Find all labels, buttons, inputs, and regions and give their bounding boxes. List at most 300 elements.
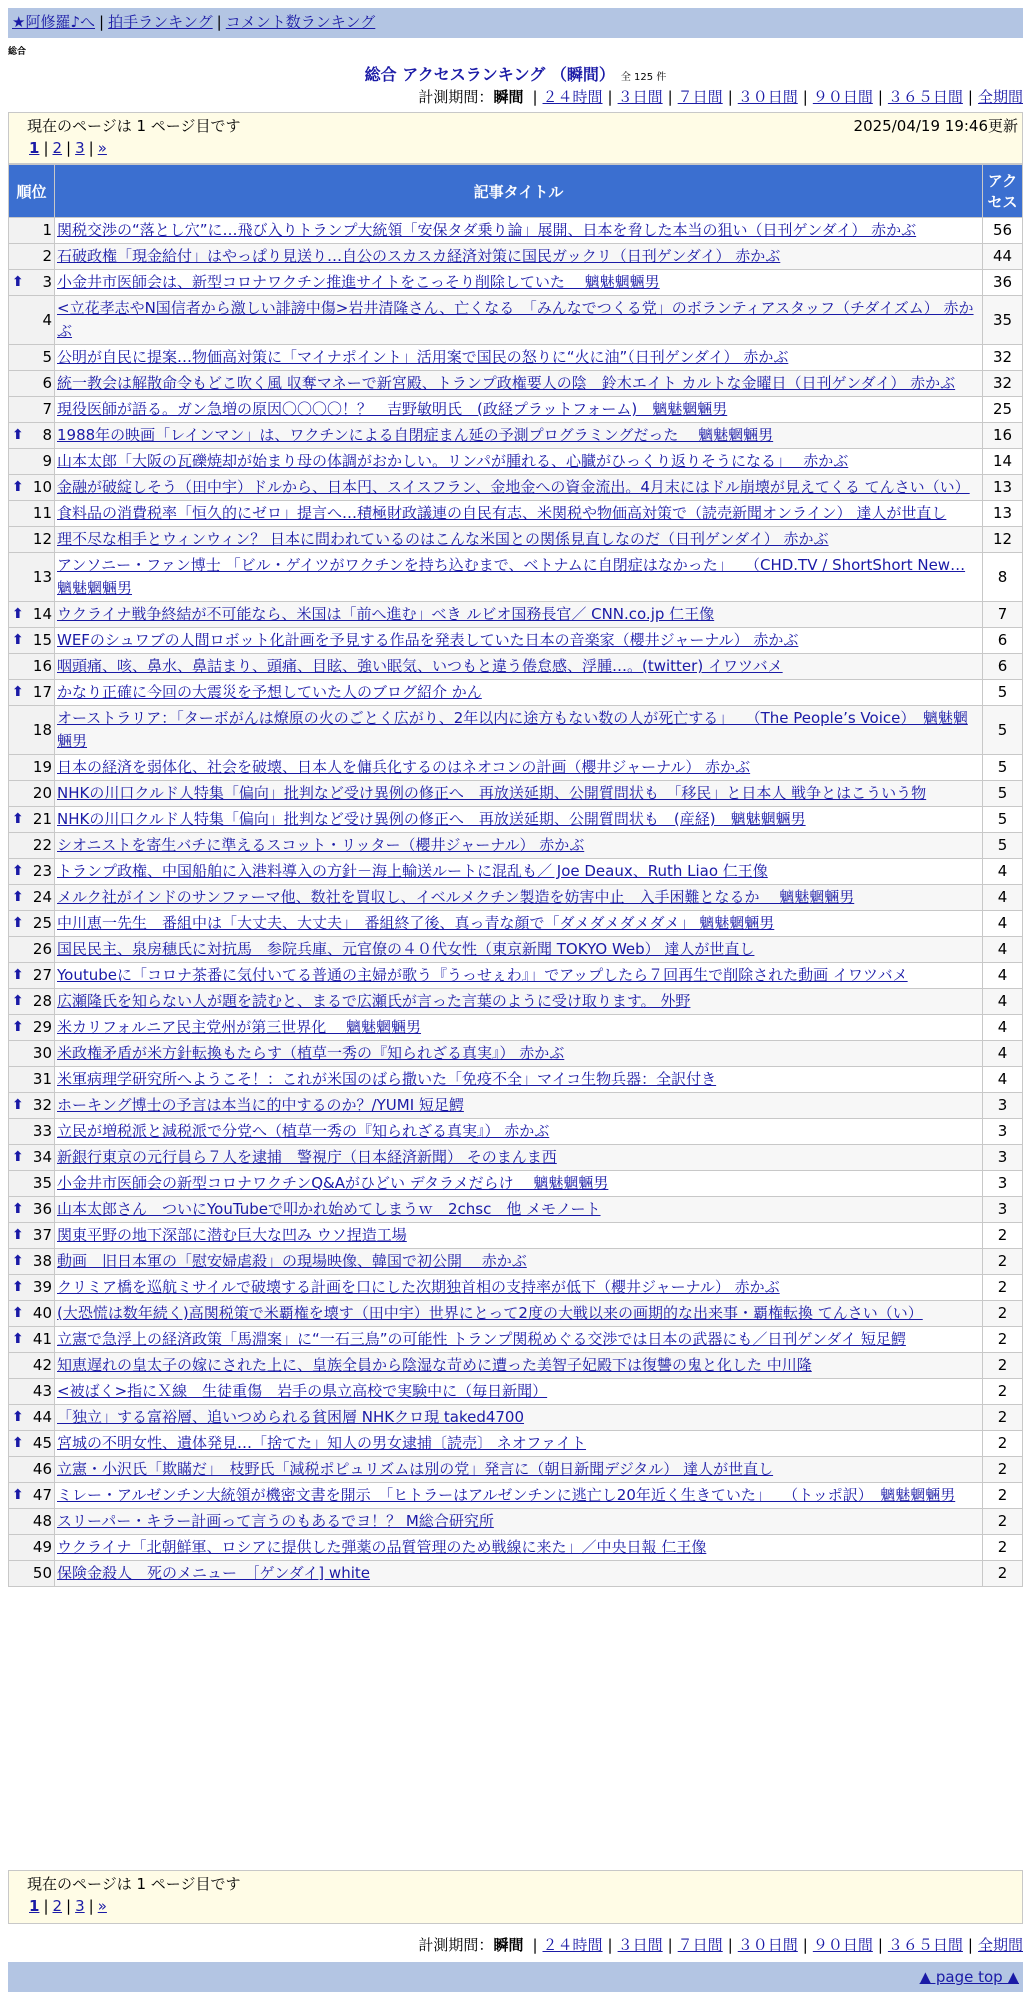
period-selector-top: 計測期間：瞬間 | ２４時間 | ３日間 | ７日間 | ３０日間 | ９０日間 | ３６５日間 | 全期間: [418, 88, 1023, 106]
rank-cell: [9, 963, 55, 989]
access-count: 5: [983, 833, 1023, 859]
title-cell: [55, 989, 983, 1015]
article-title-link[interactable]: 知恵遅れの皇太子の嫁にされた上に、皇族全員から陰湿な苛めに遭った美智子妃殿下は復讐の鬼と化した 中川隆: [57, 1356, 812, 1374]
period-link-30d[interactable]: ３０日間: [737, 88, 798, 106]
nav-link-applause-ranking[interactable]: 拍手ランキング: [108, 13, 213, 31]
table-row: [9, 654, 1023, 680]
rank-up-arrow-icon: ⬆: [12, 1149, 24, 1165]
access-count: 2: [983, 1457, 1023, 1483]
access-count: 5: [983, 755, 1023, 781]
rank-up-arrow-icon: ⬆: [12, 1435, 24, 1451]
rank-number: 47: [32, 1486, 52, 1504]
rank-number: 35: [32, 1174, 52, 1192]
access-count: 44: [983, 244, 1023, 270]
table-row: [9, 345, 1023, 371]
page-links: 1 | 2 | 3 | »: [29, 139, 107, 157]
rank-up-arrow-icon: ⬆: [12, 1227, 24, 1243]
article-title-link[interactable]: トランプ政権、中国船舶に入港料導入の方針－海上輸送ルートに混乱も／ Joe Deaux、Ruth Liao 仁王像: [57, 862, 768, 880]
rank-up-arrow-icon: ⬆: [12, 1409, 24, 1425]
article-title-link[interactable]: 山本太郎さん ついにYouTubeで叩かれ始めてしまうｗ 2chsc 他 メモノート: [57, 1200, 601, 1218]
rank-number: 44: [32, 1408, 52, 1426]
access-count: 32: [983, 345, 1023, 371]
rank-number: 16: [32, 657, 52, 675]
page-top-link[interactable]: ▲ page top ▲: [919, 1968, 1019, 1986]
rank-number: 14: [32, 605, 52, 623]
rank-number: 3: [42, 273, 52, 291]
article-title-link[interactable]: 中川恵一先生 番組中は「大丈夫、大丈夫」 番組終了後、真っ青な顔で「ダメダメダメダメ」 魑魅魍魎男: [57, 914, 775, 932]
article-title-link[interactable]: かなり正確に今回の大震災を予想していた人のブログ紹介 かん: [57, 683, 482, 701]
period-link-all[interactable]: 全期間: [977, 88, 1023, 106]
rank-up-arrow-icon: ⬆: [12, 1279, 24, 1295]
access-count: 14: [983, 449, 1023, 475]
period-link-7d[interactable]: ７日間: [677, 88, 723, 106]
title-cell: [55, 1457, 983, 1483]
rank-number: 4: [42, 310, 52, 329]
period-link-90d[interactable]: ９０日間: [812, 88, 873, 106]
table-row: [9, 1275, 1023, 1301]
rank-up-arrow-icon: ⬆: [12, 1487, 24, 1503]
table-row: [9, 1353, 1023, 1379]
table-row: [9, 1405, 1023, 1431]
page-title-text: 総合 アクセスランキング （瞬間）: [364, 65, 615, 84]
rank-number: 38: [32, 1252, 52, 1270]
period-link-30d[interactable]: ３０日間: [737, 1936, 798, 1954]
rank-number: 42: [32, 1356, 52, 1374]
article-title-link[interactable]: 統一教会は解散命令もどこ吹く風 収奪マネーで新宮殿、トランプ政権要人の陰 鈴木エイト カルトな金曜日（日刊ゲンダイ） 赤かぶ: [57, 374, 956, 392]
access-count: 4: [983, 885, 1023, 911]
article-title-link[interactable]: 関税交渉の“落とし穴”に…飛び入りトランプ大統領「安保タダ乗り論」展開、日本を脅した本当の狙い（日刊ゲンダイ） 赤かぶ: [57, 221, 917, 239]
access-count: 5: [983, 781, 1023, 807]
article-title-link[interactable]: 立憲・小沢氏「欺瞞だ」 枝野氏「減税ポピュリズムは別の党」発言に（朝日新聞デジタル） 達人が世直し: [57, 1460, 774, 1478]
article-title-link[interactable]: 立憲で急浮上の経済政策「馬淵案」に“一石三鳥”の可能性 トランプ関税めぐる交渉では日本の武器にも／日刊ゲンダイ 短足鰐: [57, 1330, 906, 1348]
rank-number: 28: [32, 992, 52, 1010]
ranking-table-body: [9, 218, 1023, 1587]
table-row: [9, 397, 1023, 423]
rank-up-arrow-icon: ⬆: [12, 993, 24, 1009]
title-cell: [55, 654, 983, 680]
rank-up-arrow-icon: ⬆: [12, 1019, 24, 1035]
article-title-link[interactable]: NHKの川口クルド人特集「偏向」批判など受け異例の修正へ 再放送延期、公開質問状も 「移民」と日本人 戦争とはこういう物: [57, 784, 927, 802]
access-count: 2: [983, 1249, 1023, 1275]
article-title-link[interactable]: 小金井市医師会は、新型コロナワクチン推進サイトをこっそり削除していた 魑魅魍魎男: [57, 273, 660, 291]
rank-number: 39: [32, 1278, 52, 1296]
article-title-link[interactable]: 現役医師が語る。ガン急増の原因〇〇〇〇！？ 吉野敏明氏 (政経プラットフォーム) 魑魅魍魎男: [57, 400, 728, 418]
access-count: 2: [983, 1561, 1023, 1587]
access-count: 4: [983, 989, 1023, 1015]
table-row: [9, 553, 1023, 602]
article-title-link[interactable]: 1988年の映画「レインマン」は、ワクチンによる自閉症まん延の予測プログラミングだった 魑魅魍魎男: [57, 426, 774, 444]
access-count: 2: [983, 1301, 1023, 1327]
access-count: 2: [983, 1509, 1023, 1535]
title-cell: [55, 1119, 983, 1145]
rank-up-arrow-icon: ⬆: [12, 1305, 24, 1321]
page-link-3[interactable]: 3: [75, 1897, 85, 1915]
rank-cell: [9, 911, 55, 937]
rank-number: 5: [42, 348, 52, 366]
rank-cell: [9, 1223, 55, 1249]
access-count: 4: [983, 1067, 1023, 1093]
rank-cell: [9, 1275, 55, 1301]
rank-up-arrow-icon: ⬆: [12, 811, 24, 827]
nav-link-asyura[interactable]: ★阿修羅♪へ: [12, 13, 96, 31]
article-title-link[interactable]: クリミア橋を巡航ミサイルで破壊する計画を口にした次期独首相の支持率が低下（櫻井ジャーナル） 赤かぶ: [57, 1278, 780, 1296]
page-links: 1 | 2 | 3 | »: [29, 1897, 107, 1915]
table-row: [9, 244, 1023, 270]
article-title-link[interactable]: 広瀬隆氏を知らない人が題を読むと、まるで広瀬氏が言った言葉のように受け取ります。 外野: [57, 992, 691, 1010]
table-row: [9, 1119, 1023, 1145]
access-count: 4: [983, 1041, 1023, 1067]
rank-cell: [9, 885, 55, 911]
rank-cell: [9, 296, 55, 345]
table-row: [9, 423, 1023, 449]
access-header: アクセス: [983, 165, 1023, 218]
access-count: 2: [983, 1327, 1023, 1353]
access-count: 8: [983, 553, 1023, 602]
rank-cell: [9, 270, 55, 296]
rank-up-arrow-icon: ⬆: [12, 684, 24, 700]
page-link-2[interactable]: 2: [52, 139, 63, 157]
title-cell: [55, 1405, 983, 1431]
title-cell: [55, 602, 983, 628]
period-link-7d[interactable]: ７日間: [677, 1936, 723, 1954]
rank-cell: [9, 706, 55, 755]
article-title-link[interactable]: ウクライナ「北朝鮮軍、ロシアに提供した弾薬の品質管理のため戦線に来た」／中央日報 仁王像: [57, 1538, 707, 1556]
access-count: 5: [983, 706, 1023, 755]
rank-cell: [9, 1015, 55, 1041]
access-count: 2: [983, 1431, 1023, 1457]
article-title-link[interactable]: <立花孝志やN国信者から激しい誹謗中傷>岩井清隆さん、亡くなる 「みんなでつくる党」のボランティアスタッフ（チダイズム） 赤かぶ: [57, 299, 974, 340]
table-row: [9, 218, 1023, 244]
table-row: [9, 296, 1023, 345]
table-row: [9, 1379, 1023, 1405]
rank-up-arrow-icon: ⬆: [12, 632, 24, 648]
table-row: [9, 1483, 1023, 1509]
rank-number: 15: [32, 631, 52, 649]
rank-cell: [9, 1119, 55, 1145]
table-row: [9, 1431, 1023, 1457]
rank-number: 27: [32, 966, 52, 984]
rank-cell: [9, 1405, 55, 1431]
table-row: [9, 1327, 1023, 1353]
rank-number: 33: [32, 1122, 52, 1140]
page-link-3[interactable]: 3: [75, 139, 85, 157]
article-title-link[interactable]: 石破政権「現金給付」はやっぱり見送り…自公のスカスカ経済対策に国民ガックリ（日刊ゲンダイ） 赤かぶ: [57, 247, 781, 265]
article-title-link[interactable]: 関東平野の地下深部に潜む巨大な凹み ウソ捏造工場: [57, 1226, 407, 1244]
access-count: 13: [983, 475, 1023, 501]
rank-cell: [9, 1197, 55, 1223]
article-title-link[interactable]: 米軍病理学研究所へようこそ！：これが米国のばら撒いた「免疫不全」マイコ生物兵器：全訳付き: [57, 1070, 717, 1088]
title-cell: [55, 1249, 983, 1275]
period-label: 計測期間：: [418, 88, 494, 106]
table-row: [9, 602, 1023, 628]
title-cell: [55, 397, 983, 423]
rank-cell: [9, 1301, 55, 1327]
period-label: 計測期間：: [418, 1936, 494, 1954]
article-title-link[interactable]: 米カリフォルニア民主党州が第三世界化 魑魅魍魎男: [57, 1018, 422, 1036]
article-title-link[interactable]: 「独立」する富裕層、追いつめられる貧困層 NHKクロ現 taked4700: [57, 1408, 525, 1426]
title-cell: [55, 1275, 983, 1301]
access-count: 6: [983, 628, 1023, 654]
rank-cell: [9, 501, 55, 527]
rank-number: 17: [32, 683, 52, 701]
rank-number: 41: [32, 1330, 52, 1348]
table-row: [9, 807, 1023, 833]
table-row: [9, 1093, 1023, 1119]
nav-link-comment-ranking[interactable]: コメント数ランキング: [225, 13, 376, 31]
table-row: [9, 911, 1023, 937]
article-title-link[interactable]: メルク社がインドのサンファーマ他、数社を買収し、イベルメクチン製造を妨害中止 入手困難となるか 魑魅魍魎男: [57, 888, 855, 906]
rank-cell: [9, 449, 55, 475]
article-title-link[interactable]: 立民が増税派と減税派で分党へ（植草一秀の『知られざる真実』） 赤かぶ: [57, 1122, 550, 1140]
access-count: 36: [983, 270, 1023, 296]
table-row: [9, 706, 1023, 755]
article-title-link[interactable]: (大恐慌は数年続く)高関税策で米覇権を壊す（田中宇）世界にとって2度の大戦以来の画期的な出来事・覇権転換 てんさい（い）: [57, 1304, 923, 1322]
rank-number: 50: [32, 1564, 52, 1582]
period-link-90d[interactable]: ９０日間: [812, 1936, 873, 1954]
period-link-24h[interactable]: ２４時間: [542, 88, 603, 106]
period-link-365d[interactable]: ３６５日間: [887, 1936, 963, 1954]
rank-up-arrow-icon: ⬆: [12, 1253, 24, 1269]
table-row: [9, 1171, 1023, 1197]
access-count: 5: [983, 807, 1023, 833]
rank-number: 20: [32, 784, 52, 802]
article-title-link[interactable]: 公明が自民に提案…物価高対策に「マイナポイント」活用案で国民の怒りに“火に油”（日刊ゲンダイ） 赤かぶ: [57, 348, 789, 366]
rank-up-arrow-icon: ⬆: [12, 863, 24, 879]
table-row: [9, 781, 1023, 807]
title-cell: [55, 345, 983, 371]
ranking-table: [8, 164, 1023, 1587]
rank-header: 順位: [9, 165, 55, 218]
title-cell: [55, 527, 983, 553]
period-link-365d[interactable]: ３６５日間: [887, 88, 963, 106]
title-cell: [55, 833, 983, 859]
article-title-link[interactable]: 日本の経済を弱体化、社会を破壊、日本人を傭兵化するのはネオコンの計画（櫻井ジャーナル） 赤かぶ: [57, 758, 751, 776]
access-count: 56: [983, 218, 1023, 244]
title-cell: [55, 1379, 983, 1405]
title-cell: [55, 755, 983, 781]
article-title-link[interactable]: 小金井市医師会の新型コロナワクチンQ&Aがひどい デタラメだらけ 魑魅魍魎男: [57, 1174, 609, 1192]
pagination-top: [8, 112, 1023, 164]
table-row: [9, 1223, 1023, 1249]
article-title-link[interactable]: 宮城の不明女性、遺体発見…「捨てた」知人の男女逮捕〔読売〕 ネオファイト: [57, 1434, 587, 1452]
rank-cell: [9, 345, 55, 371]
period-link-all[interactable]: 全期間: [977, 1936, 1023, 1954]
article-title-link[interactable]: Youtubeに「コロナ茶番に気付いてる普通の主婦が歌う『うっせぇわ』」でアップしたら７回再生で削除された動画 イワツバメ: [57, 966, 908, 984]
title-cell: [55, 706, 983, 755]
rank-cell: [9, 859, 55, 885]
title-cell: [55, 1015, 983, 1041]
rank-up-arrow-icon: ⬆: [12, 1331, 24, 1347]
rank-number: 21: [32, 810, 52, 828]
title-cell: [55, 1093, 983, 1119]
title-cell: [55, 963, 983, 989]
table-row: [9, 1067, 1023, 1093]
table-row: [9, 859, 1023, 885]
rank-number: 48: [32, 1512, 52, 1530]
title-cell: [55, 553, 983, 602]
article-title-link[interactable]: 金融が破綻しそう（田中宇）ドルから、日本円、スイスフラン、金地金への資金流出。4月末にはドル崩壊が見えてくる てんさい（い）: [57, 478, 970, 496]
table-row: [9, 527, 1023, 553]
page-info: 現在のページは 1 ページ目です: [27, 1875, 241, 1893]
title-cell: [55, 1327, 983, 1353]
access-count: 2: [983, 1535, 1023, 1561]
title-cell: [55, 218, 983, 244]
article-title-link[interactable]: 食料品の消費税率「恒久的にゼロ」提言へ…積極財政議連の自民有志、米関税や物価高対策で（読売新聞オンライン） 達人が世直し: [57, 504, 947, 522]
rank-cell: [9, 1561, 55, 1587]
article-title-link[interactable]: アンソニー・ファン博士 「ビル・ゲイツがワクチンを持ち込むまで、ベトナムに自閉症はなかった」 （CHD.TV / ShortShort New… 魑魅魍魎男: [57, 556, 966, 597]
article-title-link[interactable]: <被ばく>指にＸ線 生徒重傷 岩手の県立高校で実験中に（毎日新聞）: [57, 1382, 548, 1400]
title-cell: [55, 501, 983, 527]
rank-up-arrow-icon: ⬆: [12, 274, 24, 290]
rank-number: 7: [42, 400, 52, 418]
article-title-link[interactable]: 山本太郎「大阪の瓦礫焼却が始まり母の体調がおかしい。リンパが腫れる、心臓がひっくり返りそうになる」 赤かぶ: [57, 452, 849, 470]
access-count: 12: [983, 527, 1023, 553]
total-count: 全 125 件: [620, 72, 667, 83]
rank-cell: [9, 553, 55, 602]
title-cell: [55, 1483, 983, 1509]
rank-number: 37: [32, 1226, 52, 1244]
article-title-link[interactable]: シオニストを寄生バチに準えるスコット・リッター（櫻井ジャーナル） 赤かぶ: [57, 836, 585, 854]
rank-cell: [9, 1145, 55, 1171]
access-count: 3: [983, 1145, 1023, 1171]
rank-cell: [9, 680, 55, 706]
title-cell: [55, 1535, 983, 1561]
page-info: 現在のページは 1 ページ目です: [27, 117, 241, 135]
rank-up-arrow-icon: ⬆: [12, 1097, 24, 1113]
table-header-row: [9, 165, 1023, 218]
table-row: [9, 833, 1023, 859]
table-row: [9, 628, 1023, 654]
rank-up-arrow-icon: ⬆: [12, 915, 24, 931]
table-row: [9, 963, 1023, 989]
period-link-3d[interactable]: ３日間: [617, 88, 663, 106]
table-row: [9, 680, 1023, 706]
article-title-link[interactable]: スリーパー・キラー計画って言うのもあるでヨ！？ M総合研究所: [57, 1512, 494, 1530]
period-link-3d[interactable]: ３日間: [617, 1936, 663, 1954]
article-title-link[interactable]: ミレー・アルゼンチン大統領が機密文書を開示 「ヒトラーはアルゼンチンに逃亡し20年近く生きていた」 （トッポ訳） 魑魅魍魎男: [57, 1486, 956, 1504]
table-row: [9, 1457, 1023, 1483]
rank-number: 13: [32, 567, 52, 586]
rank-cell: [9, 1509, 55, 1535]
title-header: 記事タイトル: [55, 165, 983, 218]
access-count: 16: [983, 423, 1023, 449]
article-title-link[interactable]: 動画 旧日本軍の「慰安婦虐殺」の現場映像、韓国で初公開 赤かぶ: [57, 1252, 527, 1270]
rank-number: 40: [32, 1304, 52, 1322]
updated-timestamp: 2025/04/19 19:46更新: [853, 117, 1018, 135]
title-cell: [55, 885, 983, 911]
rank-up-arrow-icon: ⬆: [12, 606, 24, 622]
title-cell: [55, 680, 983, 706]
article-title-link[interactable]: NHKの川口クルド人特集「偏向」批判など受け異例の修正へ 再放送延期、公開質問状も (産経) 魑魅魍魎男: [57, 810, 806, 828]
footer-bar: [8, 1962, 1023, 1992]
access-count: 32: [983, 371, 1023, 397]
table-row: [9, 270, 1023, 296]
title-cell: [55, 1067, 983, 1093]
rank-cell: [9, 1353, 55, 1379]
rank-up-arrow-icon: ⬆: [12, 889, 24, 905]
rank-cell: [9, 527, 55, 553]
article-title-link[interactable]: WEFのシュワブの人間ロボット化計画を予見する作品を発表していた日本の音楽家（櫻井ジャーナル） 赤かぶ: [57, 631, 799, 649]
article-title-link[interactable]: 米政権矛盾が米方針転換もたらす（植草一秀の『知られざる真実』） 赤かぶ: [57, 1044, 565, 1062]
nav-separator: |: [99, 13, 105, 31]
title-cell: [55, 1197, 983, 1223]
article-title-link[interactable]: 咽頭痛、咳、鼻水、鼻詰まり、頭痛、目眩、強い眠気、いつもと違う倦怠感、浮腫…。(twitter) イワツバメ: [57, 657, 783, 675]
rank-number: 25: [32, 914, 52, 932]
access-count: 35: [983, 296, 1023, 345]
rank-number: 43: [32, 1382, 52, 1400]
title-cell: [55, 371, 983, 397]
access-count: 6: [983, 654, 1023, 680]
rank-cell: [9, 1457, 55, 1483]
rank-cell: [9, 371, 55, 397]
title-cell: [55, 296, 983, 345]
rank-cell: [9, 218, 55, 244]
access-count: 4: [983, 859, 1023, 885]
page-link-next[interactable]: »: [97, 139, 107, 157]
rank-cell: [9, 475, 55, 501]
rank-number: 9: [42, 452, 52, 470]
period-current: 瞬間: [493, 1936, 524, 1954]
page-link-current[interactable]: 1: [29, 139, 40, 157]
title-cell: [55, 1041, 983, 1067]
rank-cell: [9, 1041, 55, 1067]
rank-number: 18: [32, 720, 52, 739]
access-count: 4: [983, 911, 1023, 937]
table-row: [9, 1015, 1023, 1041]
article-title-link[interactable]: ウクライナ戦争終結が不可能なら、米国は「前へ進む」べき ルビオ国務長官／ CNN.co.jp 仁王像: [57, 605, 715, 623]
title-cell: [55, 859, 983, 885]
title-cell: [55, 1509, 983, 1535]
page-link-current[interactable]: 1: [29, 1897, 40, 1915]
article-title-link[interactable]: 理不尽な相手とウィンウィン？ 日本に問われているのはこんな米国との関係見直しなのだ（日刊ゲンダイ） 赤かぶ: [57, 530, 829, 548]
rank-number: 19: [32, 758, 52, 776]
access-count: 2: [983, 1483, 1023, 1509]
rank-number: 26: [32, 940, 52, 958]
article-title-link[interactable]: オーストラリア：「ターボがんは燎原の火のごとく広がり、2年以内に途方もない数の人が死亡する」 （The People’s Voice） 魑魅魍魎男: [57, 709, 968, 750]
article-title-link[interactable]: 新銀行東京の元行員ら７人を逮捕 警視庁（日本経済新聞） そのまんま西: [57, 1148, 557, 1166]
article-title-link[interactable]: 国民民主、泉房穂氏に対抗馬 参院兵庫、元官僚の４０代女性（東京新聞 TOKYO Web） 達人が世直し: [57, 940, 755, 958]
title-cell: [55, 1145, 983, 1171]
rank-cell: [9, 989, 55, 1015]
access-count: 25: [983, 397, 1023, 423]
period-link-24h[interactable]: ２４時間: [542, 1936, 603, 1954]
table-row: [9, 449, 1023, 475]
category-label: 総合: [8, 47, 27, 57]
rank-number: 49: [32, 1538, 52, 1556]
title-cell: [55, 911, 983, 937]
article-title-link[interactable]: 保険金殺人 死のメニュー ［ゲンダイ] white: [57, 1564, 370, 1582]
rank-number: 45: [32, 1434, 52, 1452]
page-link-next[interactable]: »: [97, 1897, 107, 1915]
table-row: [9, 371, 1023, 397]
table-row: [9, 755, 1023, 781]
rank-number: 31: [32, 1070, 52, 1088]
article-title-link[interactable]: ホーキング博士の予言は本当に的中するのか？/YUMI 短足鰐: [57, 1096, 464, 1114]
access-count: 3: [983, 1171, 1023, 1197]
table-row: [9, 475, 1023, 501]
nav-separator: |: [216, 13, 222, 31]
rank-cell: [9, 423, 55, 449]
page-link-2[interactable]: 2: [52, 1897, 63, 1915]
title-cell: [55, 937, 983, 963]
rank-number: 22: [32, 836, 52, 854]
rank-cell: [9, 937, 55, 963]
table-row: [9, 1249, 1023, 1275]
rank-number: 30: [32, 1044, 52, 1062]
title-cell: [55, 807, 983, 833]
rank-cell: [9, 1171, 55, 1197]
title-cell: [55, 270, 983, 296]
